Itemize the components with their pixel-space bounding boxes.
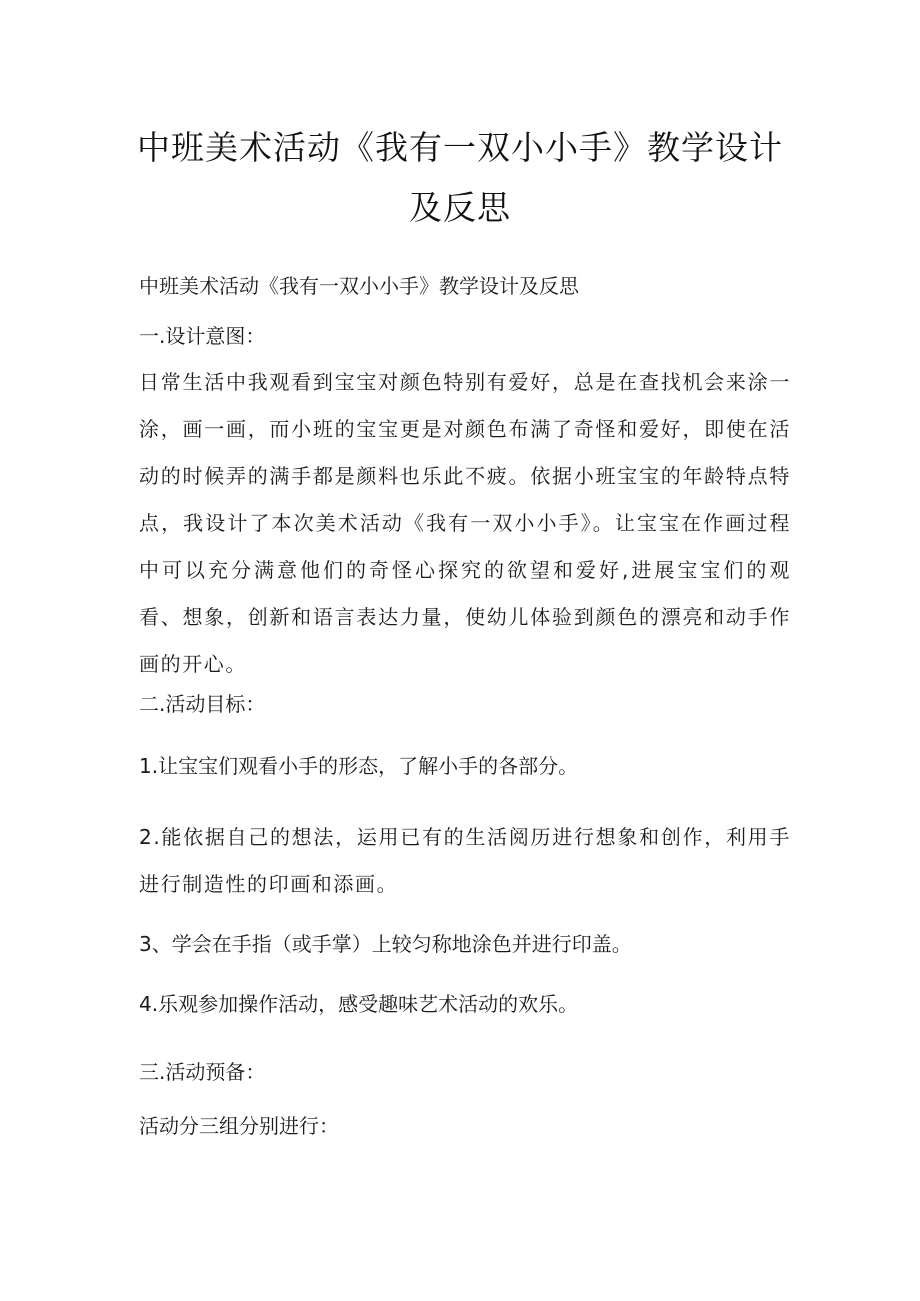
goal-item-2: 2.能依据自己的想法，运用已有的生活阅历进行想象和创作，利用手进行制造性的印画和添画。 xyxy=(139,825,791,896)
section-heading-activity-prep: 三.活动预备： xyxy=(139,1060,266,1084)
goal-item-4: 4.乐观参加操作活动，感受趣味艺术活动的欢乐。 xyxy=(139,992,579,1016)
prep-line-1: 活动分三组分别进行： xyxy=(139,1114,339,1138)
section-heading-design-intent: 一.设计意图： xyxy=(139,324,266,348)
paragraph-design-intent: 日常生活中我观看到宝宝对颜色特别有爱好，总是在查找机会来涂一涂，画一画，而小班的宝宝更是对颜色布满了奇怪和爱好，即使在活动的时候弄的满手都是颜料也乐此不疲。依据小班宝宝的年龄特点特点，我设计了本次美术活动《我有一双小小手》。让宝宝在作画过程中可以充分满意他们的奇怪心探究的欲望和爱好,进展宝宝们的观看、想象，创新和语言表达力量，使幼儿体验到颜色的漂亮和动手作画的开心。 xyxy=(139,370,791,676)
goal-item-3: 3、学会在手指（或手掌）上较匀称地涂色并进行印盖。 xyxy=(139,932,632,956)
document-title-line-1: 中班美术活动《我有一双小小手》教学设计 xyxy=(137,128,783,167)
section-heading-activity-goals: 二.活动目标： xyxy=(139,692,266,716)
document-title-line-2: 及反思 xyxy=(409,188,511,227)
goal-item-1: 1.让宝宝们观看小手的形态，了解小手的各部分。 xyxy=(139,754,579,778)
document-subtitle: 中班美术活动《我有一双小小手》教学设计及反思 xyxy=(139,274,579,298)
